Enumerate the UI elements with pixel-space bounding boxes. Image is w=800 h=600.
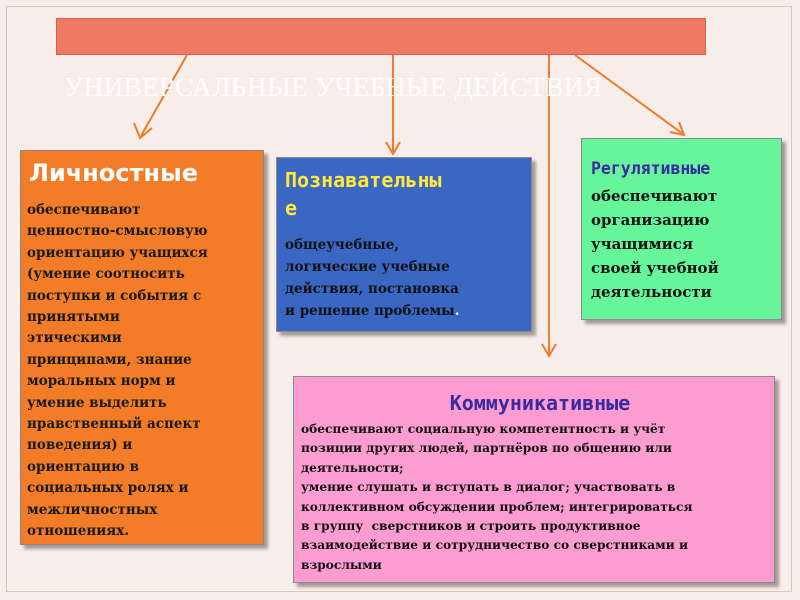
- cognitive-box: [276, 157, 532, 332]
- cognitive-end-mark: .: [454, 303, 460, 319]
- communicative-box: [293, 376, 775, 583]
- communicative-description: обеспечивают социальную компетентность и учёт позиции других людей, партнёров по общению или деятельности; умение слушать и вступать в диалог; участвовать в коллективном обсуждении проблем; интегрироваться в группу сверстников и строить продуктивное взаимодействие и сотрудничество со сверстниками и взрослыми: [301, 422, 693, 572]
- cognitive-heading: Познавательны е: [285, 168, 442, 220]
- diagram-title: УНИВЕРСАЛЬНЫЕ УЧЕБНЫЕ ДЕЙСТВИЯ: [64, 72, 603, 102]
- cognitive-description-text: общеучебные, логические учебные действия, постановка и решение проблемы: [285, 237, 459, 319]
- personal-heading: Личностные: [29, 159, 198, 187]
- regulative-box: [581, 138, 782, 320]
- communicative-heading: Коммуникативные: [449, 391, 631, 415]
- regulative-description: обеспечивают организацию учащимися своей учебной деятельности: [591, 187, 719, 301]
- regulative-heading: Регулятивные: [591, 159, 711, 178]
- personal-box: [20, 150, 264, 545]
- cognitive-description: [285, 234, 529, 322]
- title-bar: [56, 18, 706, 55]
- personal-description: обеспечивают ценностно-смысловую ориентацию учащихся (умение соотносить поступки и события с принятыми этическими принципами, знание моральных норм и умение выделить нравственный аспект поведения) и ориентацию в социальных ролях и межличностных отношениях.: [27, 202, 208, 540]
